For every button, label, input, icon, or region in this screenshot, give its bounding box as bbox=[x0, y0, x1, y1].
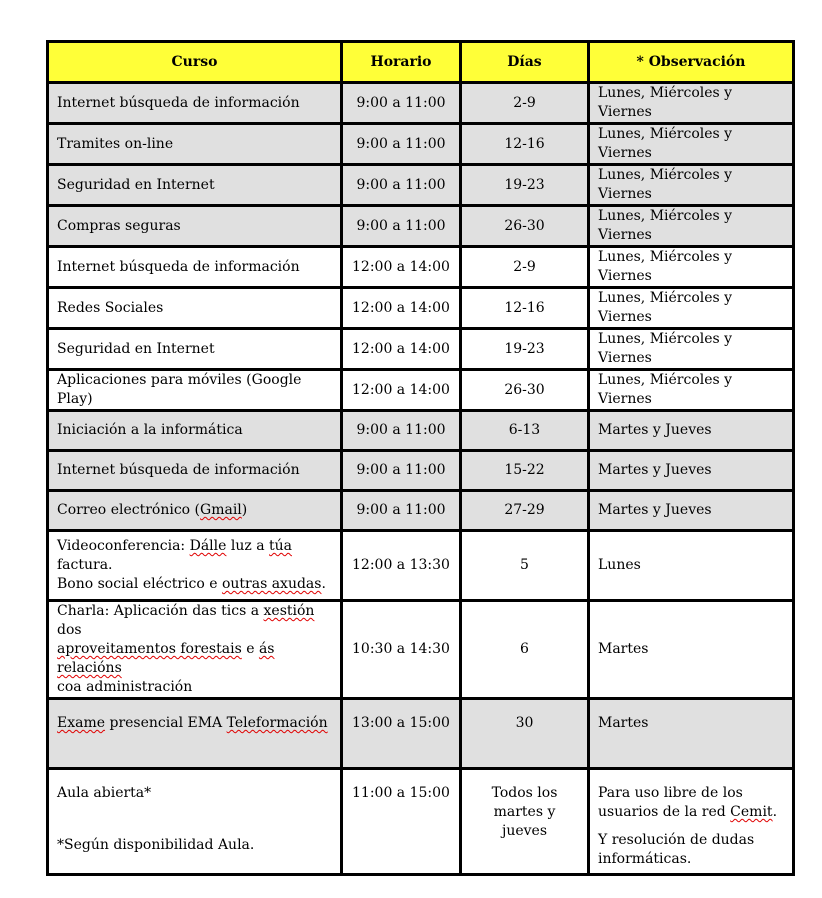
cell-horario: 9:00 a 11:00 bbox=[342, 411, 461, 451]
cell-observacion: Lunes, Miércoles y Viernes bbox=[589, 83, 794, 124]
table-row bbox=[48, 601, 794, 699]
cell-observacion: Lunes bbox=[589, 531, 794, 601]
spellcheck-text: ás relacións bbox=[57, 641, 275, 676]
text-segment: . bbox=[321, 576, 326, 592]
table-row bbox=[48, 206, 794, 247]
text-segment: Charla: Aplicación das tics a bbox=[57, 603, 264, 619]
text-segment: informáticas. bbox=[598, 851, 692, 867]
cell-horario: 9:00 a 11:00 bbox=[342, 124, 461, 165]
spellcheck-text: xestión bbox=[263, 603, 315, 619]
table-row bbox=[48, 165, 794, 206]
cell-dias: 2-9 bbox=[461, 83, 589, 124]
spellcheck-text: túa bbox=[269, 538, 292, 554]
cell-horario: 9:00 a 11:00 bbox=[342, 451, 461, 491]
cell-horario: 9:00 a 11:00 bbox=[342, 83, 461, 124]
cell-observacion: Lunes, Miércoles y Viernes bbox=[589, 165, 794, 206]
text-segment: . bbox=[772, 804, 778, 820]
cell-horario: 9:00 a 11:00 bbox=[342, 206, 461, 247]
cell-dias bbox=[461, 769, 589, 875]
text-segment: coa administración bbox=[57, 679, 193, 695]
cell-curso: Aplicaciones para móviles (Google Play) bbox=[48, 370, 342, 411]
text-segment: Correo electrónico ( bbox=[57, 502, 201, 518]
cell-curso bbox=[48, 601, 342, 699]
header-horario: Horario bbox=[342, 42, 461, 83]
spellcheck-text: Dálle bbox=[189, 538, 227, 554]
table-row bbox=[48, 124, 794, 165]
spellcheck-text: Cemit bbox=[730, 804, 773, 820]
cell-observacion: Lunes, Miércoles y Viernes bbox=[589, 288, 794, 329]
cell-horario: 12:00 a 14:00 bbox=[342, 370, 461, 411]
header-dias: Días bbox=[461, 42, 589, 83]
table-row bbox=[48, 411, 794, 451]
cell-dias: 19-23 bbox=[461, 165, 589, 206]
cell-observacion: Martes y Jueves bbox=[589, 411, 794, 451]
table-row bbox=[48, 247, 794, 288]
cell-curso: Iniciación a la informática bbox=[48, 411, 342, 451]
cell-observacion: Lunes, Miércoles y Viernes bbox=[589, 370, 794, 411]
cell-curso bbox=[48, 699, 342, 769]
table-row bbox=[48, 451, 794, 491]
cell-dias: 26-30 bbox=[461, 206, 589, 247]
cell-curso bbox=[48, 491, 342, 531]
cell-observacion bbox=[589, 769, 794, 875]
cell-dias: 5 bbox=[461, 531, 589, 601]
header-row bbox=[48, 42, 794, 83]
spellcheck-text: Gmail bbox=[200, 502, 242, 518]
table-row bbox=[48, 531, 794, 601]
text-segment: e bbox=[241, 641, 259, 657]
cell-dias: 26-30 bbox=[461, 370, 589, 411]
table-row bbox=[48, 288, 794, 329]
text-segment: ) bbox=[241, 502, 248, 518]
cell-curso bbox=[48, 531, 342, 601]
table-row bbox=[48, 699, 794, 769]
text-segment: Videoconferencia: bbox=[57, 538, 190, 554]
cell-dias: 15-22 bbox=[461, 451, 589, 491]
cell-curso: Internet búsqueda de información bbox=[48, 451, 342, 491]
cell-observacion: Martes bbox=[589, 699, 794, 769]
text-segment: martes y jueves bbox=[493, 804, 556, 839]
cell-observacion: Lunes, Miércoles y Viernes bbox=[589, 329, 794, 370]
cell-dias: 2-9 bbox=[461, 247, 589, 288]
table-row bbox=[48, 491, 794, 531]
table-row bbox=[48, 83, 794, 124]
table-row bbox=[48, 329, 794, 370]
text-segment: luz a bbox=[226, 538, 269, 554]
text-segment: presencial EMA bbox=[105, 715, 227, 731]
text-segment bbox=[598, 831, 784, 869]
text-segment: usuarios de la red bbox=[598, 804, 731, 820]
footnote-text: *Según disponibilidad Aula. bbox=[57, 837, 255, 853]
header-curso: Curso bbox=[48, 42, 342, 83]
cell-curso: Tramites on-line bbox=[48, 124, 342, 165]
cell-dias: 12-16 bbox=[461, 288, 589, 329]
table-row bbox=[48, 769, 794, 875]
schedule-table bbox=[46, 40, 795, 876]
cell-observacion: Martes y Jueves bbox=[589, 491, 794, 531]
cell-horario: 9:00 a 11:00 bbox=[342, 491, 461, 531]
cell-observacion: Lunes, Miércoles y Viernes bbox=[589, 124, 794, 165]
cell-curso: Redes Sociales bbox=[48, 288, 342, 329]
spellcheck-text: outras axudas bbox=[221, 576, 322, 592]
cell-curso: Internet búsqueda de información bbox=[48, 83, 342, 124]
text-segment: Todos los bbox=[491, 785, 558, 801]
cell-curso: Internet búsqueda de información bbox=[48, 247, 342, 288]
text-segment: factura. bbox=[57, 557, 113, 573]
text-segment: Para uso libre de los bbox=[598, 785, 743, 801]
cell-curso: Seguridad en Internet bbox=[48, 165, 342, 206]
cell-horario: 10:30 a 14:30 bbox=[342, 601, 461, 699]
cell-dias: 27-29 bbox=[461, 491, 589, 531]
text-segment: Aula abierta* bbox=[57, 785, 152, 801]
header-observacion: * Observación bbox=[589, 42, 794, 83]
cell-observacion: Martes bbox=[589, 601, 794, 699]
spellcheck-text: aproveitamentos forestais bbox=[57, 641, 242, 657]
cell-horario: 12:00 a 13:30 bbox=[342, 531, 461, 601]
table-row bbox=[48, 370, 794, 411]
cell-observacion: Martes y Jueves bbox=[589, 451, 794, 491]
cell-horario: 12:00 a 14:00 bbox=[342, 247, 461, 288]
text-segment: dos bbox=[57, 622, 82, 638]
cell-dias: 12-16 bbox=[461, 124, 589, 165]
cell-observacion: Lunes, Miércoles y Viernes bbox=[589, 247, 794, 288]
cell-horario: 11:00 a 15:00 bbox=[342, 769, 461, 875]
cell-curso: Seguridad en Internet bbox=[48, 329, 342, 370]
cell-dias: 6 bbox=[461, 601, 589, 699]
text-segment: Bono social eléctrico e bbox=[57, 576, 222, 592]
cell-horario: 12:00 a 14:00 bbox=[342, 329, 461, 370]
cell-dias: 19-23 bbox=[461, 329, 589, 370]
cell-horario: 9:00 a 11:00 bbox=[342, 165, 461, 206]
cell-dias: 6-13 bbox=[461, 411, 589, 451]
cell-horario: 13:00 a 15:00 bbox=[342, 699, 461, 769]
spellcheck-text: Teleformación bbox=[226, 715, 328, 731]
cell-dias: 30 bbox=[461, 699, 589, 769]
cell-horario: 12:00 a 14:00 bbox=[342, 288, 461, 329]
spellcheck-text: Exame bbox=[57, 715, 106, 731]
cell-curso: Compras seguras bbox=[48, 206, 342, 247]
cell-observacion: Lunes, Miércoles y Viernes bbox=[589, 206, 794, 247]
text-segment: Y resolución de dudas bbox=[598, 832, 755, 848]
cell-curso bbox=[48, 769, 342, 875]
